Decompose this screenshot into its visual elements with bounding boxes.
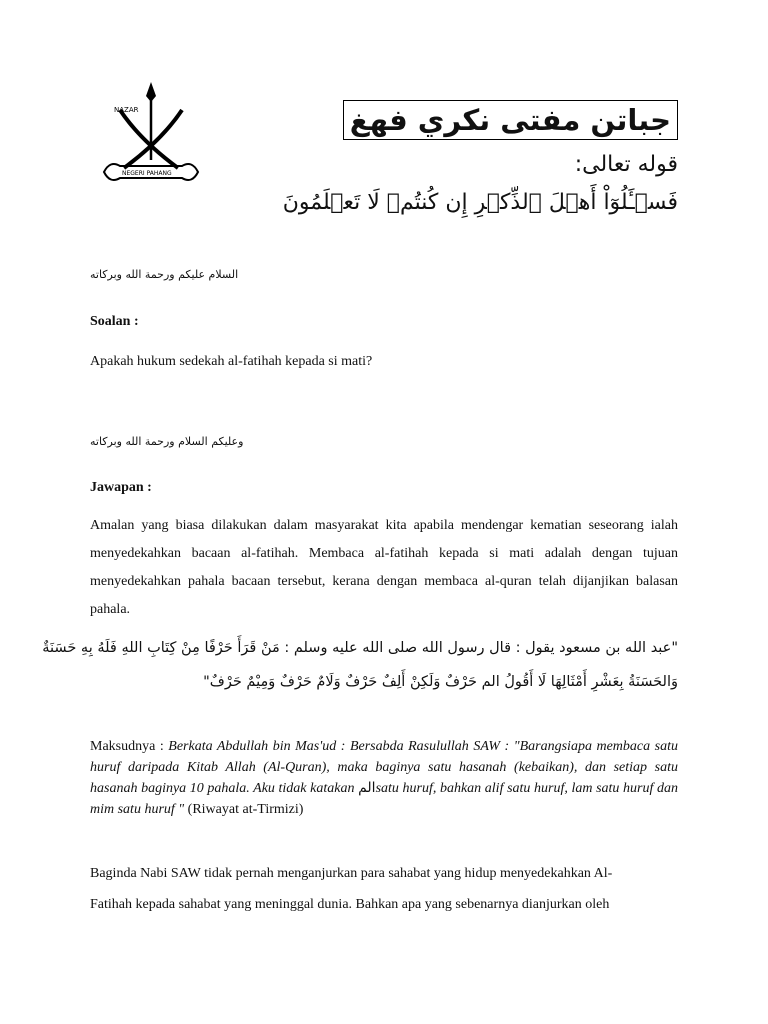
pahang-crest-logo: [100, 80, 203, 200]
hadith-line-1: "عبد الله بن مسعود يقول : قال رسول الله صلى الله عليه وسلم : مَنْ قَرَأَ حَرْفًا مِنْ كِتَابِ اللهِ فَلَهُ بِهِ حَسَنَةٌ: [42, 640, 678, 656]
maksud-lead: Maksudnya :: [90, 739, 169, 754]
answer-heading: Jawapan :: [90, 480, 152, 495]
salam-greeting: السلام عليكم ورحمة الله وبركاته: [90, 268, 239, 281]
answer-paragraph-1: Amalan yang biasa dilakukan dalam masyarakat kita apabila mendengar kematian seseorang ialah menyedekahkan bacaan al-fatihah. Membaca al-fatihah kepada si mati adalah dengan tujuan menyedekahkan pahala bacaan tersebut, kerana dengan membaca al-quran telah dijanjikan balasan pahala.: [90, 518, 678, 617]
paragraph-2-line-1: Baginda Nabi SAW tidak pernah menganjurkan para sahabat yang hidup menyedekahkan Al-: [90, 866, 613, 881]
question-text: Apakah hukum sedekah al-fatihah kepada si mati?: [90, 354, 373, 369]
quran-verse: فَسۡـَٔلُوٓاْ أَهۡلَ ٱلذِّكۡرِ إِن كُنتُمۡ لَا تَعۡلَمُونَ: [282, 190, 678, 215]
logo-top-text: NAZAR: [114, 106, 139, 114]
hadith-line-2: وَالحَسَنَةُ بِعَشْرِ أَمْثَالِهَا لَا أَقُولُ الم حَرْفٌ وَلَكِنْ أَلِفٌ حَرْفٌ وَلَامٌ حَرْفٌ وَمِيْمٌ حَرْفٌ": [203, 674, 678, 690]
reply-greeting: وعليكم السلام ورحمة الله وبركاته: [90, 435, 244, 448]
qawl-label: قوله تعالى:: [574, 152, 678, 177]
translation-part-1: Berkata Abdullah bin Mas'ud : Bersabda Rasulullah SAW : "Barangsiapa membaca satu huruf daripada Kitab Allah (Al-Quran), maka baginya satu hasanah (kebaikan), dan setiap satu hasanah baginya 10 pahala. Aku tidak katakan: [90, 739, 678, 796]
logo-bottom-text: NEGERI PAHANG: [122, 170, 172, 177]
hadith-source: (Riwayat at-Tirmizi): [184, 802, 304, 817]
page-title: جباتن مفتى نكري فهغ: [343, 100, 678, 140]
hadith-translation: [90, 736, 678, 820]
alif-lam-mim: الم: [358, 780, 376, 796]
translation-part-2: satu huruf, bahkan alif satu huruf, lam satu huruf dan mim satu huruf ": [90, 781, 679, 817]
paragraph-2-line-2: Fatihah kepada sahabat yang meninggal dunia. Bahkan apa yang sebenarnya dianjurkan oleh: [90, 897, 610, 912]
question-heading: Soalan :: [90, 314, 139, 329]
